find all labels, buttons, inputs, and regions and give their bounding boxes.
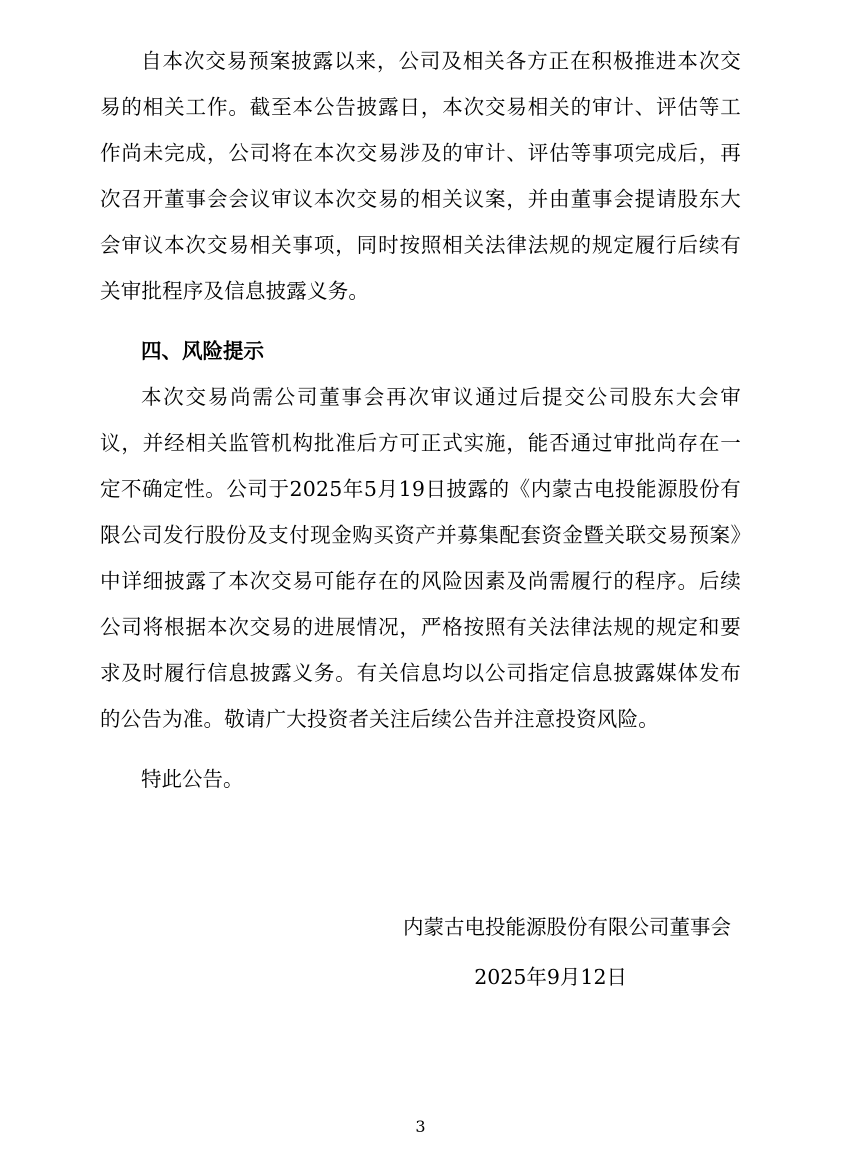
paragraph-spacer [100,314,741,328]
signature-block [100,902,741,1002]
closing-spacer [100,742,741,756]
page-number: 3 [415,1117,426,1136]
section-heading-risk-warning: 四、风险提示 [141,339,264,363]
signature-spacer [100,802,741,902]
signature-company-name: 内蒙古电投能源股份有限公司董事会 [403,915,731,939]
paragraph-risk-warning: 本次交易尚需公司董事会再次审议通过后提交公司股东大会审议，并经相关监管机构批准后方可正式实施，能否通过审批尚存在一定不确定性。公司于2025年5月19日披露的《内蒙古电投能源股份有限公司发行股份及支付现金购买资产并募集配套资金暨关联交易预案》中详细披露了本次交易可能存在的风险因素及尚需履行的程序。后续公司将根据本次交易的进展情况，严格按照有关法律法规的规定和要求及时履行信息披露义务。有关信息均以公司指定信息披露媒体发布的公告为准。敬请广大投资者关注后续公告并注意投资风险。 [100,385,741,731]
closing-statement: 特此公告。 [141,767,244,791]
paragraph-transaction-progress: 自本次交易预案披露以来，公司及相关各方正在积极推进本次交易的相关工作。截至本公告披露日，本次交易相关的审计、评估等工作尚未完成，公司将在本次交易涉及的审计、评估等事项完成后，再次召开董事会会议审议本次交易的相关议案，并由董事会提请股东大会审议本次交易相关事项，同时按照相关法律法规的规定履行后续有关审批程序及信息披露义务。 [100,49,741,303]
signature-date: 2025年9月12日 [474,965,627,989]
